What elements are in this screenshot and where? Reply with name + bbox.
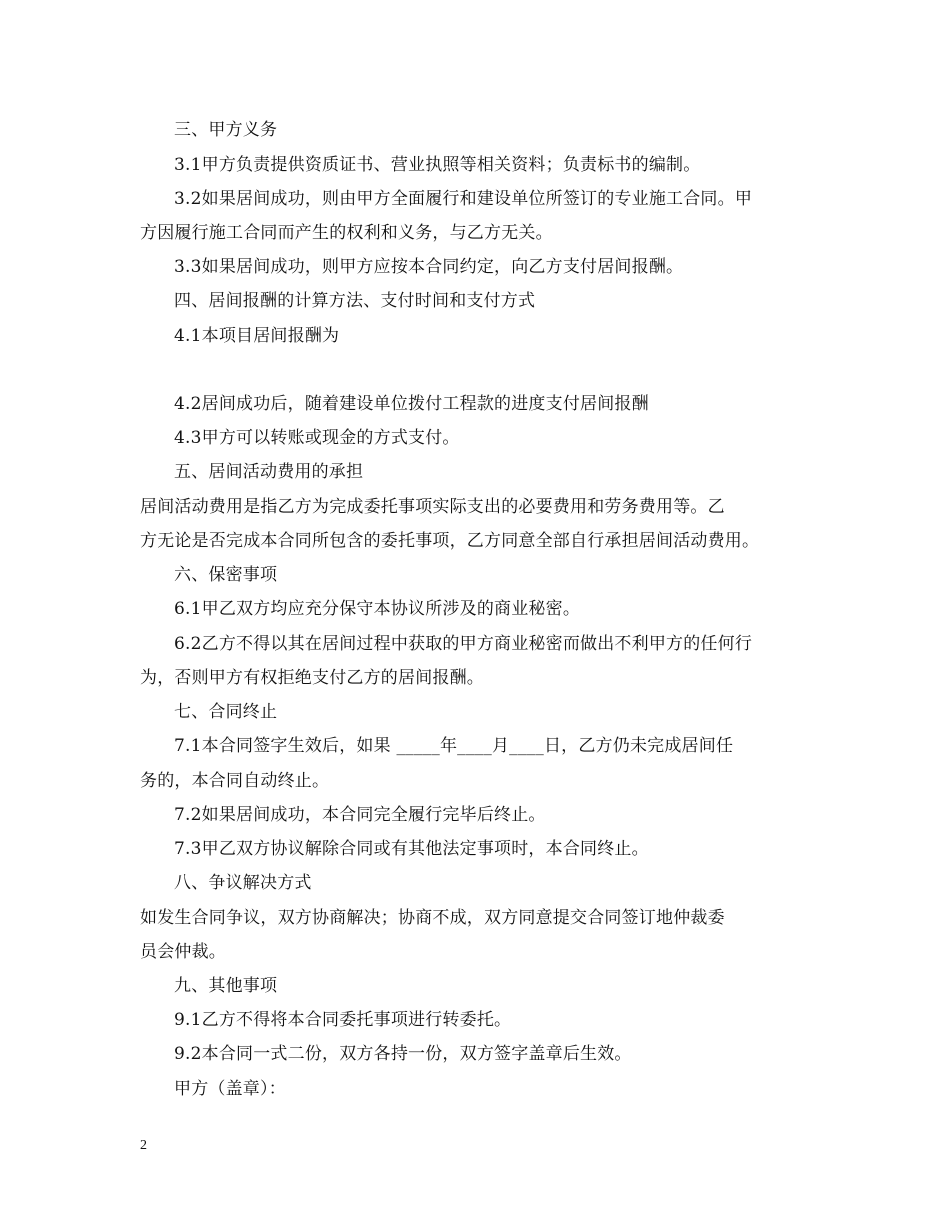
clause-4-3: 4.3甲方可以转账或现金的方式支付。 — [174, 428, 460, 448]
paragraph-8-continued: 员会仲裁。 — [140, 942, 226, 962]
paragraph-5: 居间活动费用是指乙方为完成委托事项实际支出的必要费用和劳务费用等。乙 — [140, 497, 725, 517]
section-heading-6: 六、保密事项 — [174, 565, 278, 585]
section-heading-5: 五、居间活动费用的承担 — [174, 462, 364, 482]
paragraph-5-continued: 方无论是否完成本合同所包含的委托事项，乙方同意全部自行承担居间活动费用。 — [140, 531, 760, 551]
section-heading-9: 九、其他事项 — [174, 976, 278, 996]
clause-6-2: 6.2乙方不得以其在居间过程中获取的甲方商业秘密而做出不利甲方的任何行 — [174, 634, 753, 654]
clause-6-2-continued: 为，否则甲方有权拒绝支付乙方的居间报酬。 — [140, 668, 484, 688]
paragraph-8: 如发生合同争议，双方协商解决；协商不成，双方同意提交合同签订地仲裁委 — [140, 908, 725, 928]
section-heading-7: 七、合同终止 — [174, 702, 278, 722]
clause-7-1: 7.1本合同签字生效后，如果 _____年____月____日，乙方仍未完成居间任 — [174, 736, 734, 756]
page-number: 2 — [140, 1138, 147, 1153]
clause-7-2: 7.2如果居间成功，本合同完全履行完毕后终止。 — [174, 805, 546, 825]
section-heading-8: 八、争议解决方式 — [174, 873, 312, 893]
clause-4-2: 4.2居间成功后，随着建设单位拨付工程款的进度支付居间报酬 — [174, 394, 649, 414]
clause-9-1: 9.1乙方不得将本合同委托事项进行转委托。 — [174, 1010, 512, 1030]
clause-3-3: 3.3如果居间成功，则甲方应按本合同约定，向乙方支付居间报酬。 — [174, 257, 684, 277]
clause-3-1: 3.1甲方负责提供资质证书、营业执照等相关资料；负责标书的编制。 — [174, 155, 701, 175]
clause-4-1: 4.1本项目居间报酬为 — [174, 326, 340, 346]
section-heading-3: 三、甲方义务 — [174, 120, 278, 140]
clause-7-1-continued: 务的，本合同自动终止。 — [140, 771, 330, 791]
party-a-seal-line: 甲方（盖章）： — [174, 1079, 286, 1099]
clause-3-2: 3.2如果居间成功，则由甲方全面履行和建设单位所签订的专业施工合同。甲 — [174, 189, 753, 209]
clause-7-3: 7.3甲乙双方协议解除合同或有其他法定事项时，本合同终止。 — [174, 839, 649, 859]
clause-9-2: 9.2本合同一式二份，双方各持一份，双方签字盖章后生效。 — [174, 1044, 632, 1064]
clause-3-2-continued: 方因履行施工合同而产生的权利和义务，与乙方无关。 — [140, 223, 553, 243]
clause-6-1: 6.1甲乙双方均应充分保守本协议所涉及的商业秘密。 — [174, 599, 581, 619]
section-heading-4: 四、居间报酬的计算方法、支付时间和支付方式 — [174, 291, 536, 311]
